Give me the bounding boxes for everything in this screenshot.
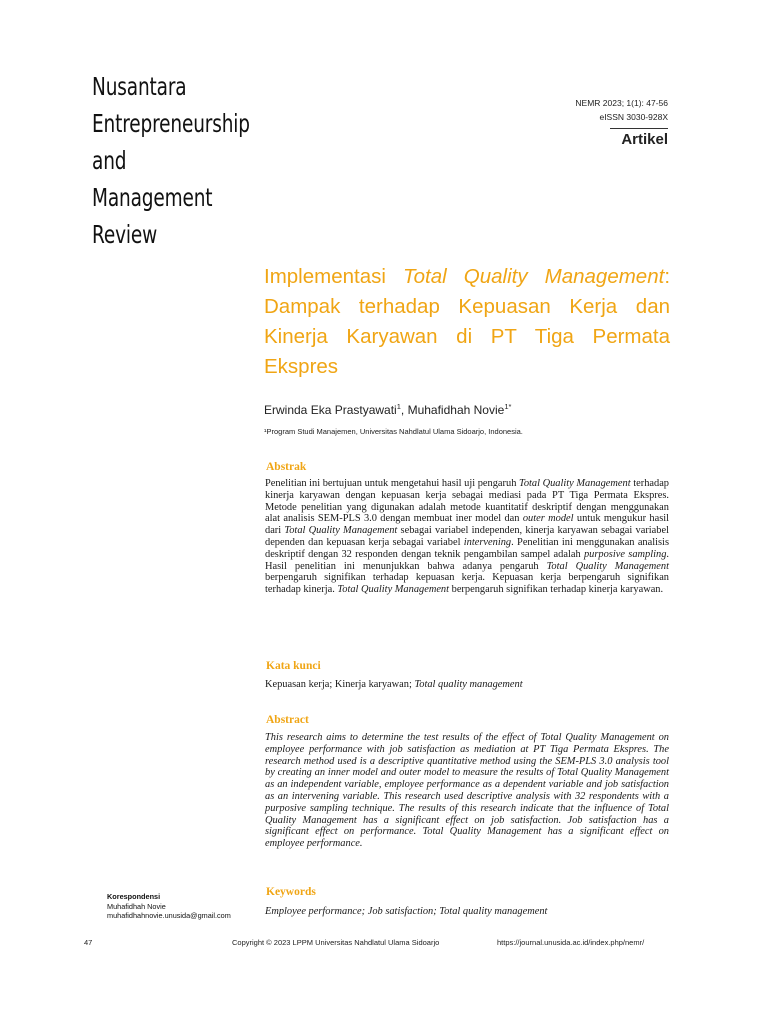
- abstract-heading: Abstract: [266, 714, 309, 726]
- keywords-text: Employee performance; Job satisfaction; Total quality management: [265, 906, 548, 917]
- title-italic-part: Total Quality Management: [403, 265, 665, 288]
- journal-meta: [575, 96, 668, 124]
- kata-kunci-heading: Kata kunci: [266, 660, 321, 672]
- text-run: berpengaruh signifikan terhadap kepuasan kerja. Kepuasan kerja berpengaruh signifikan terhadap kinerja.: [265, 572, 669, 596]
- journal-title-line: Review: [92, 220, 158, 249]
- page-number: 47: [84, 938, 93, 947]
- italic-run: purposive sampling: [583, 548, 667, 560]
- correspondence-name: Muhafidhah Novie: [107, 901, 166, 911]
- title-part: : Dampak terhadap Kepuasan Kerja dan Kinerja Karyawan di PT Tiga Permata Ekspres: [264, 265, 671, 378]
- text-run: sebagai variabel independen, kinerja karyawan sebagai variabel dependen dan kepuasan kerja sebagai variabel: [265, 525, 669, 548]
- article-title: [264, 262, 670, 382]
- italic-run: Total Quality Management: [519, 478, 631, 489]
- article-type: Artikel: [621, 131, 668, 148]
- keywords-heading: Keywords: [266, 886, 316, 898]
- author-name: Erwinda Eka Prastyawati: [264, 403, 397, 417]
- abstract-text: This research aims to determine the test results of the effect of Total Quality Management on employee performance with job satisfaction as mediation at PT Tiga Permata Ekspres. The research method used is a descriptive quantitative method using the SEM-PLS 3.0 analysis tool by creating an inner model and outer model to measure the results of Total Quality Management as an independent variable, employee performance as a dependent variable and job satisfaction as an intervening variable. This research used descriptive analysis with 32 respondents with a purposive sampling technique. The results of this research indicate that the influence of Total Quality Management has a significant effect on job satisfaction. Job satisfaction has a significant effect on performance. Total Quality Management has a significant effect on employee performance.: [265, 732, 669, 850]
- correspondence: [107, 892, 231, 921]
- journal-title-line: Nusantara: [92, 72, 187, 101]
- italic-run: Total Quality Management: [284, 525, 398, 537]
- text-run: Penelitian ini bertujuan untuk mengetahui hasil uji pengaruh: [265, 478, 519, 489]
- text-run: berpengaruh signifikan terhadap kinerja karyawan.: [449, 584, 664, 596]
- citation: NEMR 2023; 1(1): 47-56: [575, 98, 668, 108]
- journal-url[interactable]: https://journal.unusida.ac.id/index.php/nemr/: [497, 938, 645, 947]
- italic-run: intervening: [463, 536, 512, 548]
- abstrak-heading: Abstrak: [266, 461, 307, 473]
- meta-divider: [610, 128, 668, 129]
- correspondence-email[interactable]: muhafidhahnovie.unusida@gmail.com: [107, 911, 231, 920]
- journal-title-line: Entrepreneurship: [92, 109, 250, 138]
- journal-title: [92, 68, 250, 253]
- italic-run: Total Quality Management: [337, 584, 450, 596]
- journal-title-line: and: [92, 146, 127, 175]
- italic-run: Total Quality Management: [546, 560, 669, 572]
- text-run: . Hasil penelitian ini menunjukkan bahwa adanya pengaruh: [265, 548, 669, 572]
- italic-run: outer model: [522, 513, 574, 525]
- author-separator: ,: [400, 403, 408, 417]
- text-run: . Penelitian ini menggunakan analisis deskriptif dengan 32 responden dengan teknik pengambilan sampel adalah: [265, 536, 669, 560]
- title-part: Implementasi: [264, 265, 403, 288]
- italic-run: Total quality management: [414, 679, 523, 690]
- affiliation: ¹Program Studi Manajemen, Universitas Nahdlatul Ulama Sidoarjo, Indonesia.: [264, 427, 523, 436]
- text-run: terhadap kinerja karyawan dengan kepuasan kerja sebagai mediasi pada PT Tiga Permata Ekspres. Metode penelitian yang digunakan adalah metode kuantitatif deskriptif dengan menggunakan alat analisis SEM-PLS 3.0 dengan membuat iner model dan: [265, 478, 669, 525]
- authors: [264, 402, 511, 417]
- kata-kunci-text: [265, 679, 523, 690]
- correspondence-label: Korespondensi: [107, 892, 161, 901]
- text-run: Kepuasan kerja; Kinerja karyawan;: [265, 679, 415, 690]
- copyright: Copyright © 2023 LPPM Universitas Nahdlatul Ulama Sidoarjo: [232, 938, 440, 947]
- author-name: Muhafidhah Novie: [407, 403, 505, 417]
- author-affil-mark: 1: [396, 402, 401, 411]
- eissn: eISSN 3030-928X: [599, 112, 668, 122]
- abstrak-text: [265, 478, 669, 596]
- author-affil-mark: 1*: [504, 402, 512, 411]
- text-run: untuk mengukur hasil dari: [265, 513, 670, 537]
- journal-title-line: Management: [92, 183, 213, 212]
